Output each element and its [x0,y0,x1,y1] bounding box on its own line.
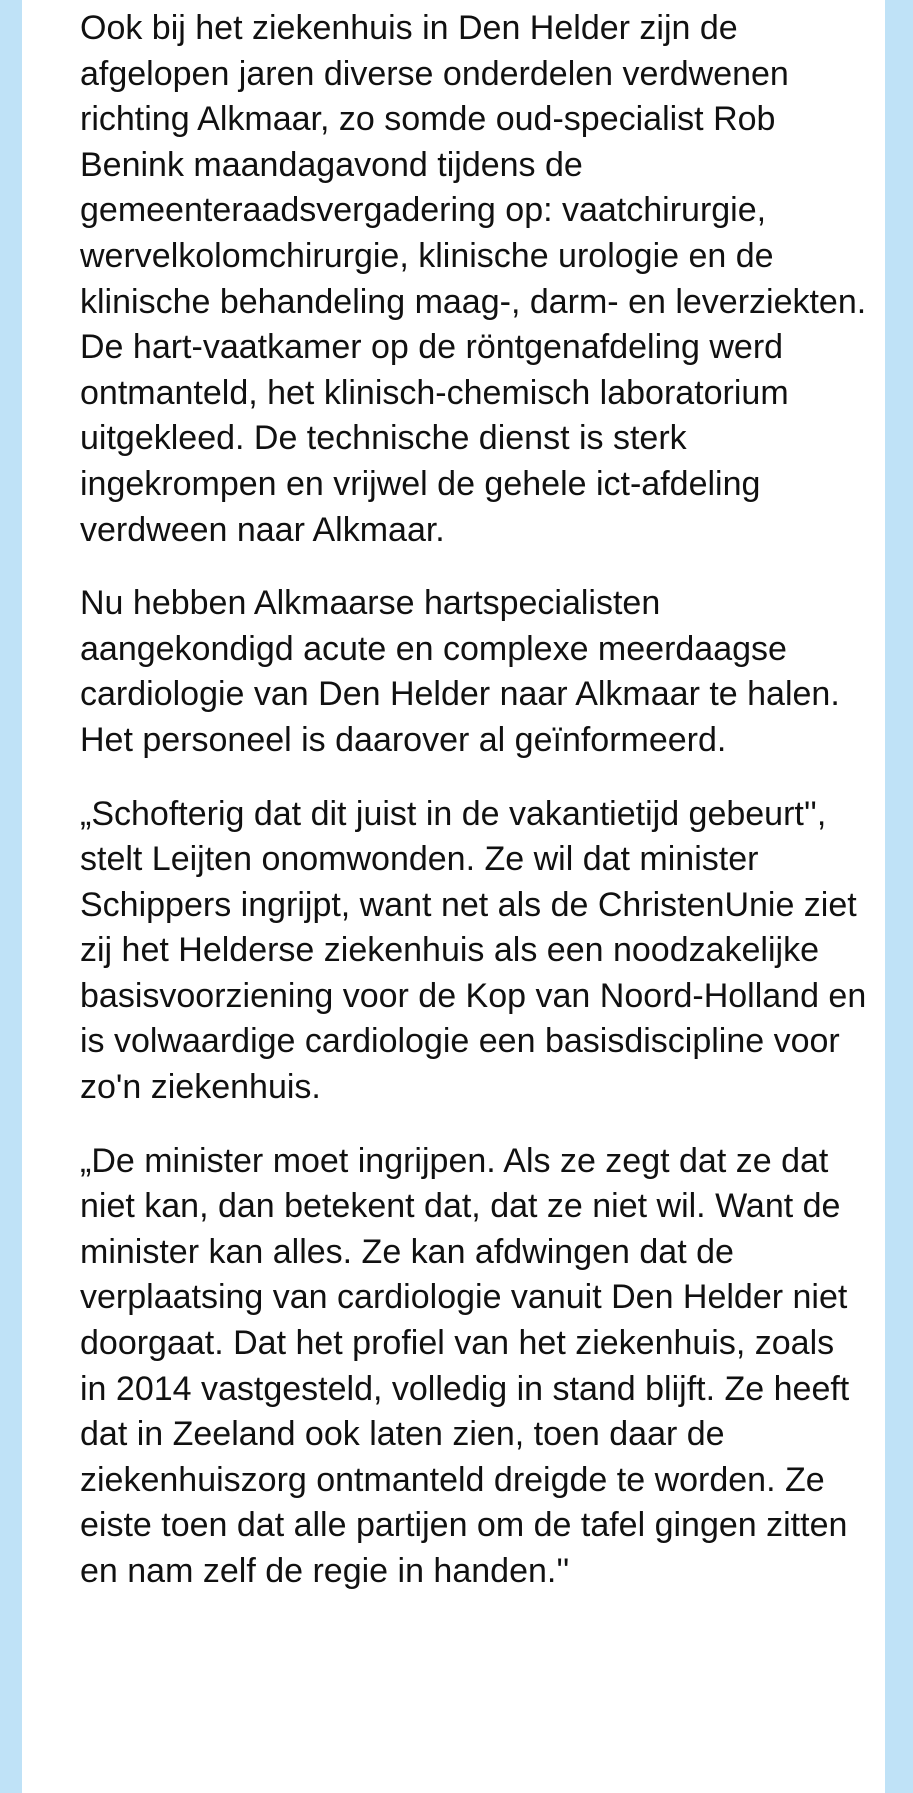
article-paragraph: „Schofterig dat dit juist in de vakantietijd gebeurt'', stelt Leijten onomwonden. Ze wil dat minister Schippers ingrijpt, want net als de ChristenUnie ziet zij het Helderse ziekenhuis als een noodzakelijke basisvoorziening voor de Kop van Noord-Holland en is volwaardige cardiologie een basisdiscipline voor zo'n ziekenhuis. [80,794,867,1107]
article-paragraph: Ook bij het ziekenhuis in Den Helder zijn de afgelopen jaren diverse onderdelen verdwenen richting Alkmaar, zo somde oud-specialist Rob Benink maandagavond tijdens de gemeenteraadsvergadering op: vaatchirurgie, wervelkolomchirurgie, klinische urologie en de klinische behandeling maag-, darm- en leverziekten. De hart-vaatkamer op de röntgenafdeling werd ontmanteld, het klinisch-chemisch laboratorium uitgekleed. De technische dienst is sterk ingekrompen en vrijwel de gehele ict-afdeling verdween naar Alkmaar. [80,9,867,549]
article-paragraph: Nu hebben Alkmaarse hartspecialisten aangekondigd acute en complexe meerdaagse cardiologie van Den Helder naar Alkmaar te halen. Het personeel is daarover al geïnformeerd. [80,584,840,759]
article-paragraph: „De minister moet ingrijpen. Als ze zegt dat ze dat niet kan, dan betekent dat, dat ze niet wil. Want de minister kan alles. Ze kan afdwingen dat de verplaatsing van cardiologie vanuit Den Helder niet doorgaat. Dat het profiel van het ziekenhuis, zoals in 2014 vastgesteld, volledig in stand blijft. Ze heeft dat in Zeeland ook laten zien, toen daar de ziekenhuiszorg ontmanteld dreigde te worden. Ze eiste toen dat alle partijen om de tafel gingen zitten en nam zelf de regie in handen.'' [80,1141,850,1590]
article-body [80,6,870,1623]
